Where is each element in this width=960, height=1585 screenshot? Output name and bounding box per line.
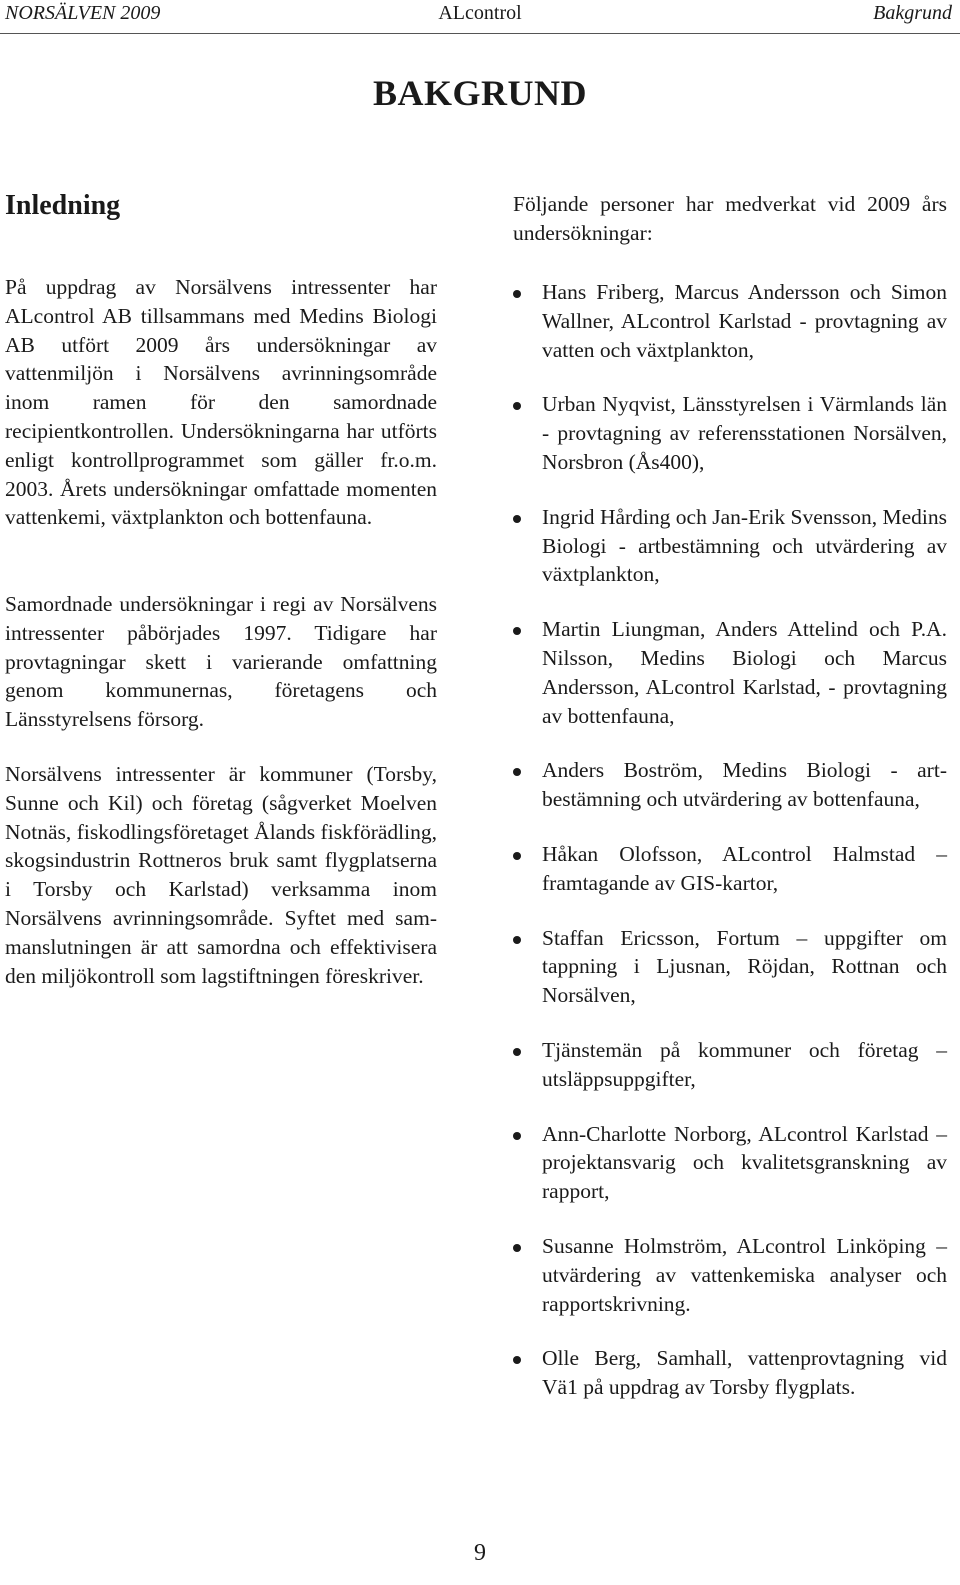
header-section: Bakgrund bbox=[873, 2, 952, 24]
bullet-icon bbox=[513, 1356, 521, 1364]
contributor-text: Susanne Holmström, ALcontrol Linköping – utvärdering av vattenkemiska analyser och rapportskrivning. bbox=[542, 1233, 947, 1316]
bullet-icon bbox=[513, 1048, 521, 1056]
header-rule bbox=[0, 33, 960, 34]
contributor-item bbox=[513, 1036, 947, 1094]
contributor-text: Olle Berg, Samhall, vattenprovtagning vid Vä1 på uppdrag av Torsby flygplats. bbox=[542, 1346, 947, 1400]
bullet-icon bbox=[513, 627, 521, 635]
contributor-item bbox=[513, 756, 947, 814]
contributor-item bbox=[513, 1120, 947, 1206]
contributor-item bbox=[513, 1344, 947, 1402]
contributors-list bbox=[513, 278, 947, 1402]
paragraph-assignment: På uppdrag av Norsälvens intressenter har ALcontrol AB tillsammans med Medins Biologi AB utfört 2009 års undersökningar av vattenmiljön i Norsälvens avrinningsområde inom ramen för den samordnade recipientkontrollen. Undersökningarna har utförts enligt kontrollprogrammet som gäller fr.o.m. 2003. Årets undersökningar omfattade momenten vattenkemi, växtplankton och bottenfauna. bbox=[5, 275, 437, 530]
contributor-item bbox=[513, 615, 947, 730]
header-report-name: NORSÄLVEN 2009 bbox=[5, 2, 161, 24]
bullet-icon bbox=[513, 1244, 521, 1252]
bullet-icon bbox=[513, 1132, 521, 1140]
bullet-icon bbox=[513, 515, 521, 523]
contributor-item bbox=[513, 924, 947, 1010]
bullet-icon bbox=[513, 402, 521, 410]
section-heading-inledning: Inledning bbox=[5, 190, 121, 221]
contributor-text: Hans Friberg, Marcus Andersson och Simon Wallner, ALcontrol Karlstad - provtagning av vatten och växtplankton, bbox=[542, 280, 947, 362]
bullet-icon bbox=[513, 290, 521, 298]
contributor-text: Urban Nyqvist, Länsstyrelsen i Värmlands län - provtagning av referensstationen Norsälven, Norsbron (Ås400), bbox=[542, 392, 947, 474]
contributor-text: Anders Boström, Medins Biologi - artbestämning och utvärdering av bottenfauna, bbox=[542, 758, 947, 812]
contributor-text: Håkan Olofsson, ALcontrol Halmstad – framtagande av GIS-kartor, bbox=[542, 841, 947, 895]
contributor-item bbox=[513, 1232, 947, 1318]
contributor-item bbox=[513, 390, 947, 476]
header-company: ALcontrol bbox=[438, 2, 522, 24]
contributor-item bbox=[513, 278, 947, 364]
contributor-item bbox=[513, 840, 947, 898]
page-number: 9 bbox=[474, 1540, 486, 1566]
bullet-icon bbox=[513, 852, 521, 860]
bullet-icon bbox=[513, 936, 521, 944]
contributor-text: Staffan Ericsson, Fortum – uppgifter om tappning i Ljusnan, Röjdan, Rottnan och Norsälven, bbox=[542, 925, 947, 1008]
bullet-icon bbox=[513, 768, 521, 776]
contributor-item bbox=[513, 503, 947, 589]
paragraph-history: Samordnade undersökningar i regi av Norsälvens intressenter påbörjades 1997. Tidigare har provtagningar skett i varierande omfattning genom kommunernas, företagens och Länsstyrelsens försorg. bbox=[5, 592, 437, 732]
contributors-intro: Följande personer har medverkat vid 2009 års undersökningar: bbox=[513, 192, 947, 245]
paragraph-stakeholders: Norsälvens intressenter är kommuner (Torsby, Sunne och Kil) och företag (sågverket Moelven Notnäs, fiskodlingsföretaget Ålands fiskförädling, skogsindustrin Rottneros bruk samt flygplatserna i Torsby och Karlstad) verksamma inom Norsälvens avrinningsområde. Syftet med sammanslutningen är att samordna och effektivisera den miljökontroll som lagstiftningen föreskriver. bbox=[5, 762, 437, 988]
page-title: BAKGRUND bbox=[372, 73, 587, 113]
contributor-text: Ann-Charlotte Norborg, ALcontrol Karlstad – projektansvarig och kvalitetsgranskning av rapport, bbox=[542, 1121, 947, 1204]
contributor-text: Ingrid Hårding och Jan-Erik Svensson, Medins Biologi - artbestämning och utvärdering av växtplankton, bbox=[542, 504, 947, 587]
page-header bbox=[0, 0, 960, 38]
contributor-text: Tjänstemän på kommuner och företag – utsläppsuppgifter, bbox=[542, 1037, 947, 1091]
contributor-text: Martin Liungman, Anders Attelind och P.A. Nilsson, Medins Biologi och Marcus Andersson, ALcontrol Karlstad, - provtagning av bottenfauna, bbox=[542, 617, 947, 728]
